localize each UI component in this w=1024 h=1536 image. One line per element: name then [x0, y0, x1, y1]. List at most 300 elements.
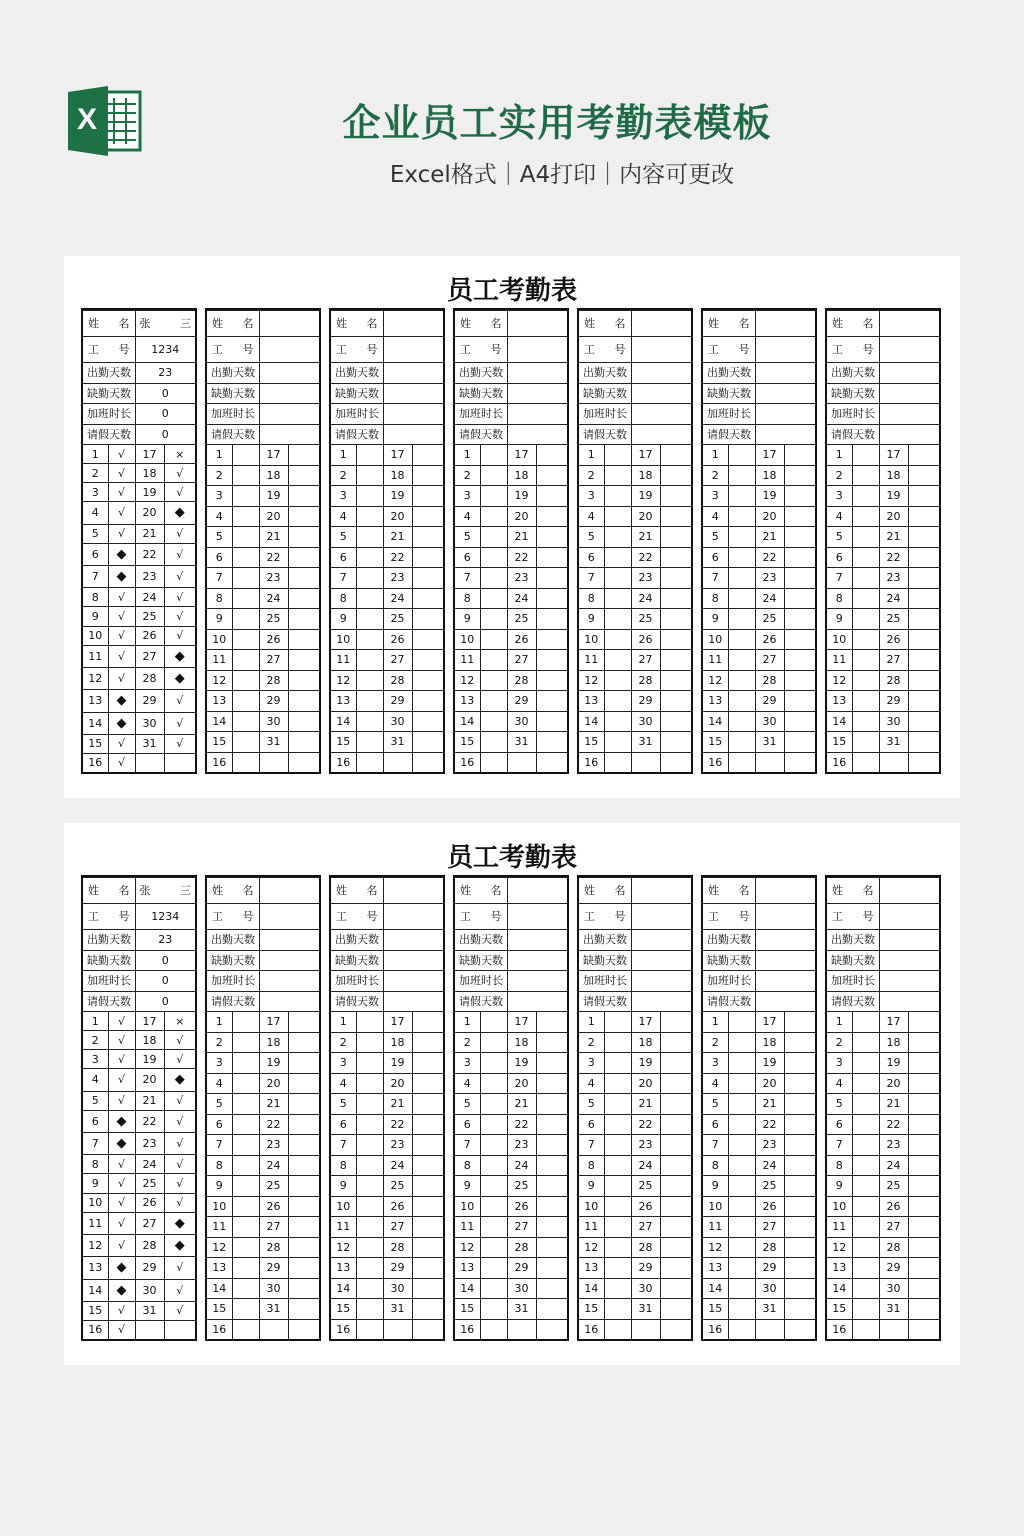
- attendance-mark[interactable]: [852, 752, 879, 772]
- attendance-mark[interactable]: [288, 1319, 319, 1339]
- attendance-mark[interactable]: [356, 1319, 383, 1339]
- attendance-mark[interactable]: ◆: [164, 1234, 195, 1256]
- attendance-mark[interactable]: [784, 445, 815, 466]
- attendance-mark[interactable]: [604, 588, 631, 609]
- attendance-mark[interactable]: [660, 629, 691, 650]
- field-value[interactable]: [879, 904, 939, 930]
- field-value[interactable]: 张 三: [135, 311, 195, 337]
- attendance-mark[interactable]: [232, 465, 259, 486]
- attendance-mark[interactable]: [784, 609, 815, 630]
- attendance-mark[interactable]: [784, 465, 815, 486]
- attendance-mark[interactable]: [852, 711, 879, 732]
- attendance-mark[interactable]: [660, 465, 691, 486]
- attendance-mark[interactable]: [660, 1155, 691, 1176]
- attendance-mark[interactable]: [412, 588, 443, 609]
- attendance-mark[interactable]: [480, 1135, 507, 1156]
- attendance-mark[interactable]: [480, 670, 507, 691]
- attendance-mark[interactable]: [232, 1217, 259, 1238]
- attendance-mark[interactable]: [412, 691, 443, 712]
- attendance-mark[interactable]: [356, 1196, 383, 1217]
- attendance-mark[interactable]: [412, 1299, 443, 1320]
- field-value[interactable]: [755, 424, 815, 445]
- attendance-mark[interactable]: [288, 609, 319, 630]
- attendance-mark[interactable]: [660, 1217, 691, 1238]
- attendance-mark[interactable]: [412, 1053, 443, 1074]
- attendance-mark[interactable]: √: [108, 667, 135, 689]
- attendance-mark[interactable]: [412, 568, 443, 589]
- attendance-mark[interactable]: [852, 1094, 879, 1115]
- field-value[interactable]: [259, 337, 319, 363]
- attendance-mark[interactable]: [480, 1299, 507, 1320]
- attendance-mark[interactable]: [908, 1114, 939, 1135]
- attendance-mark[interactable]: [784, 691, 815, 712]
- field-value[interactable]: [507, 971, 567, 992]
- attendance-mark[interactable]: [480, 1176, 507, 1197]
- attendance-mark[interactable]: [908, 1278, 939, 1299]
- attendance-mark[interactable]: [604, 1258, 631, 1279]
- attendance-mark[interactable]: [852, 547, 879, 568]
- attendance-mark[interactable]: [852, 1278, 879, 1299]
- attendance-mark[interactable]: [412, 752, 443, 772]
- attendance-mark[interactable]: [412, 732, 443, 753]
- attendance-mark[interactable]: [908, 1073, 939, 1094]
- attendance-mark[interactable]: [480, 506, 507, 527]
- attendance-mark[interactable]: [536, 609, 567, 630]
- field-value[interactable]: 1234: [135, 904, 195, 930]
- attendance-mark[interactable]: [660, 1278, 691, 1299]
- attendance-mark[interactable]: [480, 1237, 507, 1258]
- attendance-mark[interactable]: [908, 568, 939, 589]
- attendance-mark[interactable]: [604, 547, 631, 568]
- attendance-mark[interactable]: [288, 445, 319, 466]
- attendance-mark[interactable]: √: [164, 734, 195, 753]
- attendance-mark[interactable]: [604, 609, 631, 630]
- attendance-mark[interactable]: [232, 1258, 259, 1279]
- attendance-mark[interactable]: [536, 1012, 567, 1033]
- attendance-mark[interactable]: [232, 1114, 259, 1135]
- attendance-mark[interactable]: [784, 1114, 815, 1135]
- attendance-mark[interactable]: √: [164, 1110, 195, 1132]
- attendance-mark[interactable]: [356, 1032, 383, 1053]
- attendance-mark[interactable]: [728, 609, 755, 630]
- field-value[interactable]: [383, 404, 443, 425]
- attendance-mark[interactable]: [908, 1012, 939, 1033]
- attendance-mark[interactable]: [660, 1053, 691, 1074]
- attendance-mark[interactable]: [232, 1094, 259, 1115]
- field-value[interactable]: [631, 404, 691, 425]
- attendance-mark[interactable]: [728, 752, 755, 772]
- attendance-mark[interactable]: √: [164, 712, 195, 734]
- attendance-mark[interactable]: [604, 445, 631, 466]
- attendance-mark[interactable]: [356, 1155, 383, 1176]
- attendance-mark[interactable]: [288, 1094, 319, 1115]
- attendance-mark[interactable]: √: [108, 445, 135, 464]
- attendance-mark[interactable]: [536, 752, 567, 772]
- attendance-mark[interactable]: √: [164, 1257, 195, 1279]
- attendance-mark[interactable]: [604, 506, 631, 527]
- attendance-mark[interactable]: [288, 732, 319, 753]
- attendance-mark[interactable]: [412, 1319, 443, 1339]
- field-value[interactable]: [259, 950, 319, 971]
- attendance-mark[interactable]: [728, 629, 755, 650]
- attendance-mark[interactable]: [232, 445, 259, 466]
- attendance-mark[interactable]: [784, 752, 815, 772]
- attendance-mark[interactable]: [908, 1299, 939, 1320]
- attendance-mark[interactable]: [356, 445, 383, 466]
- attendance-mark[interactable]: [660, 670, 691, 691]
- attendance-mark[interactable]: [784, 1094, 815, 1115]
- attendance-mark[interactable]: [480, 465, 507, 486]
- attendance-mark[interactable]: [288, 711, 319, 732]
- attendance-mark[interactable]: [536, 1114, 567, 1135]
- field-value[interactable]: [755, 930, 815, 951]
- attendance-mark[interactable]: [480, 711, 507, 732]
- attendance-mark[interactable]: [660, 445, 691, 466]
- attendance-mark[interactable]: √: [108, 607, 135, 626]
- attendance-mark[interactable]: [660, 609, 691, 630]
- attendance-mark[interactable]: [288, 588, 319, 609]
- attendance-mark[interactable]: [908, 506, 939, 527]
- attendance-mark[interactable]: [412, 1073, 443, 1094]
- attendance-mark[interactable]: [728, 1012, 755, 1033]
- attendance-mark[interactable]: [604, 1217, 631, 1238]
- attendance-mark[interactable]: [784, 629, 815, 650]
- field-value[interactable]: [631, 337, 691, 363]
- attendance-mark[interactable]: [288, 629, 319, 650]
- attendance-mark[interactable]: [412, 547, 443, 568]
- attendance-mark[interactable]: [728, 670, 755, 691]
- attendance-mark[interactable]: [908, 445, 939, 466]
- attendance-mark[interactable]: [412, 1176, 443, 1197]
- field-value[interactable]: [383, 904, 443, 930]
- attendance-mark[interactable]: [852, 1319, 879, 1339]
- attendance-mark[interactable]: √: [164, 1031, 195, 1050]
- attendance-mark[interactable]: [852, 1176, 879, 1197]
- attendance-mark[interactable]: [784, 732, 815, 753]
- attendance-mark[interactable]: [908, 1217, 939, 1238]
- attendance-mark[interactable]: [356, 465, 383, 486]
- attendance-mark[interactable]: [232, 1299, 259, 1320]
- attendance-mark[interactable]: [660, 588, 691, 609]
- field-value[interactable]: [631, 904, 691, 930]
- attendance-mark[interactable]: [852, 465, 879, 486]
- field-value[interactable]: [507, 950, 567, 971]
- attendance-mark[interactable]: [288, 670, 319, 691]
- attendance-mark[interactable]: [232, 1176, 259, 1197]
- field-value[interactable]: [879, 991, 939, 1012]
- attendance-mark[interactable]: [784, 1135, 815, 1156]
- attendance-mark[interactable]: [412, 1237, 443, 1258]
- attendance-mark[interactable]: [660, 486, 691, 507]
- field-value[interactable]: [507, 311, 567, 337]
- field-value[interactable]: [879, 971, 939, 992]
- attendance-mark[interactable]: [728, 445, 755, 466]
- field-value[interactable]: [259, 383, 319, 404]
- attendance-mark[interactable]: [288, 465, 319, 486]
- attendance-mark[interactable]: [232, 588, 259, 609]
- attendance-mark[interactable]: [728, 547, 755, 568]
- attendance-mark[interactable]: [536, 588, 567, 609]
- field-value[interactable]: [879, 311, 939, 337]
- field-value[interactable]: [259, 363, 319, 384]
- attendance-mark[interactable]: [536, 547, 567, 568]
- attendance-mark[interactable]: √: [164, 1174, 195, 1193]
- field-value[interactable]: [507, 904, 567, 930]
- attendance-mark[interactable]: [480, 1155, 507, 1176]
- attendance-mark[interactable]: [604, 1196, 631, 1217]
- attendance-mark[interactable]: [852, 1135, 879, 1156]
- attendance-mark[interactable]: √: [164, 464, 195, 483]
- attendance-mark[interactable]: [412, 1155, 443, 1176]
- attendance-mark[interactable]: √: [164, 607, 195, 626]
- attendance-mark[interactable]: [604, 1094, 631, 1115]
- attendance-mark[interactable]: [852, 1053, 879, 1074]
- attendance-mark[interactable]: [908, 1176, 939, 1197]
- attendance-mark[interactable]: [288, 1176, 319, 1197]
- attendance-mark[interactable]: [660, 1319, 691, 1339]
- field-value[interactable]: [507, 383, 567, 404]
- attendance-mark[interactable]: √: [164, 1279, 195, 1301]
- attendance-mark[interactable]: [480, 1114, 507, 1135]
- attendance-mark[interactable]: [852, 691, 879, 712]
- attendance-mark[interactable]: [536, 527, 567, 548]
- attendance-mark[interactable]: [728, 650, 755, 671]
- attendance-mark[interactable]: √: [108, 502, 135, 524]
- attendance-mark[interactable]: [908, 711, 939, 732]
- attendance-mark[interactable]: [604, 1319, 631, 1339]
- attendance-mark[interactable]: [536, 445, 567, 466]
- attendance-mark[interactable]: [728, 1094, 755, 1115]
- attendance-mark[interactable]: [852, 1196, 879, 1217]
- attendance-mark[interactable]: [356, 486, 383, 507]
- attendance-mark[interactable]: [908, 1237, 939, 1258]
- attendance-mark[interactable]: [660, 527, 691, 548]
- attendance-mark[interactable]: [852, 568, 879, 589]
- attendance-mark[interactable]: [232, 629, 259, 650]
- attendance-mark[interactable]: [232, 732, 259, 753]
- attendance-mark[interactable]: √: [108, 1320, 135, 1339]
- attendance-mark[interactable]: [288, 527, 319, 548]
- field-value[interactable]: [879, 363, 939, 384]
- attendance-mark[interactable]: [356, 1135, 383, 1156]
- attendance-mark[interactable]: [908, 650, 939, 671]
- attendance-mark[interactable]: [288, 1155, 319, 1176]
- attendance-mark[interactable]: [604, 1155, 631, 1176]
- attendance-mark[interactable]: [908, 588, 939, 609]
- attendance-mark[interactable]: [852, 1299, 879, 1320]
- attendance-mark[interactable]: [604, 629, 631, 650]
- attendance-mark[interactable]: [784, 670, 815, 691]
- attendance-mark[interactable]: [356, 1053, 383, 1074]
- field-value[interactable]: [383, 971, 443, 992]
- attendance-mark[interactable]: [356, 1073, 383, 1094]
- attendance-mark[interactable]: [480, 1258, 507, 1279]
- attendance-mark[interactable]: [604, 465, 631, 486]
- attendance-mark[interactable]: ◆: [108, 566, 135, 588]
- attendance-mark[interactable]: [852, 609, 879, 630]
- attendance-mark[interactable]: √: [108, 464, 135, 483]
- attendance-mark[interactable]: [232, 1073, 259, 1094]
- attendance-mark[interactable]: [480, 568, 507, 589]
- attendance-mark[interactable]: [356, 1114, 383, 1135]
- attendance-mark[interactable]: [288, 1278, 319, 1299]
- attendance-mark[interactable]: [908, 1094, 939, 1115]
- field-value[interactable]: [383, 878, 443, 904]
- attendance-mark[interactable]: [852, 1032, 879, 1053]
- field-value[interactable]: [879, 950, 939, 971]
- attendance-mark[interactable]: [536, 1073, 567, 1094]
- attendance-mark[interactable]: [852, 527, 879, 548]
- attendance-mark[interactable]: [660, 752, 691, 772]
- attendance-mark[interactable]: [480, 1032, 507, 1053]
- field-value[interactable]: [383, 991, 443, 1012]
- attendance-mark[interactable]: [412, 1135, 443, 1156]
- attendance-mark[interactable]: √: [108, 645, 135, 667]
- attendance-mark[interactable]: [480, 445, 507, 466]
- attendance-mark[interactable]: [784, 527, 815, 548]
- attendance-mark[interactable]: [908, 465, 939, 486]
- attendance-mark[interactable]: [852, 650, 879, 671]
- attendance-mark[interactable]: [232, 486, 259, 507]
- attendance-mark[interactable]: [356, 1217, 383, 1238]
- attendance-mark[interactable]: [604, 1032, 631, 1053]
- field-value[interactable]: [631, 363, 691, 384]
- attendance-mark[interactable]: [660, 506, 691, 527]
- attendance-mark[interactable]: [232, 650, 259, 671]
- field-value[interactable]: [259, 930, 319, 951]
- attendance-mark[interactable]: [852, 670, 879, 691]
- attendance-mark[interactable]: [412, 1114, 443, 1135]
- attendance-mark[interactable]: [232, 547, 259, 568]
- attendance-mark[interactable]: [356, 691, 383, 712]
- attendance-mark[interactable]: √: [164, 566, 195, 588]
- attendance-mark[interactable]: [784, 1073, 815, 1094]
- attendance-mark[interactable]: [660, 1032, 691, 1053]
- attendance-mark[interactable]: √: [108, 753, 135, 772]
- attendance-mark[interactable]: [852, 486, 879, 507]
- attendance-mark[interactable]: [660, 691, 691, 712]
- field-value[interactable]: [383, 337, 443, 363]
- field-value[interactable]: [259, 424, 319, 445]
- attendance-mark[interactable]: ◆: [164, 645, 195, 667]
- attendance-mark[interactable]: [784, 1155, 815, 1176]
- attendance-mark[interactable]: [412, 1032, 443, 1053]
- attendance-mark[interactable]: √: [108, 483, 135, 502]
- attendance-mark[interactable]: [288, 568, 319, 589]
- attendance-mark[interactable]: [356, 568, 383, 589]
- field-value[interactable]: [631, 311, 691, 337]
- attendance-mark[interactable]: [852, 506, 879, 527]
- attendance-mark[interactable]: [660, 1299, 691, 1320]
- attendance-mark[interactable]: [728, 732, 755, 753]
- attendance-mark[interactable]: [480, 486, 507, 507]
- attendance-mark[interactable]: [412, 445, 443, 466]
- attendance-mark[interactable]: √: [164, 524, 195, 543]
- attendance-mark[interactable]: [356, 1094, 383, 1115]
- attendance-mark[interactable]: [660, 1135, 691, 1156]
- attendance-mark[interactable]: [728, 1217, 755, 1238]
- attendance-mark[interactable]: √: [108, 1212, 135, 1234]
- attendance-mark[interactable]: [288, 1012, 319, 1033]
- field-value[interactable]: [507, 363, 567, 384]
- field-value[interactable]: [631, 930, 691, 951]
- attendance-mark[interactable]: [412, 629, 443, 650]
- attendance-mark[interactable]: [232, 506, 259, 527]
- field-value[interactable]: 23: [135, 363, 195, 384]
- attendance-mark[interactable]: [728, 1237, 755, 1258]
- attendance-mark[interactable]: [784, 711, 815, 732]
- attendance-mark[interactable]: [288, 1217, 319, 1238]
- field-value[interactable]: [259, 991, 319, 1012]
- field-value[interactable]: [879, 878, 939, 904]
- attendance-mark[interactable]: [852, 588, 879, 609]
- attendance-mark[interactable]: [908, 1155, 939, 1176]
- attendance-mark[interactable]: √: [108, 588, 135, 607]
- attendance-mark[interactable]: [536, 1299, 567, 1320]
- attendance-mark[interactable]: [728, 506, 755, 527]
- attendance-mark[interactable]: [412, 1012, 443, 1033]
- attendance-mark[interactable]: [784, 1032, 815, 1053]
- attendance-mark[interactable]: [536, 1032, 567, 1053]
- field-value[interactable]: 张 三: [135, 878, 195, 904]
- attendance-mark[interactable]: [660, 1012, 691, 1033]
- attendance-mark[interactable]: √: [164, 543, 195, 565]
- attendance-mark[interactable]: [728, 1278, 755, 1299]
- field-value[interactable]: 23: [135, 930, 195, 951]
- attendance-mark[interactable]: [852, 1114, 879, 1135]
- attendance-mark[interactable]: [536, 1053, 567, 1074]
- attendance-mark[interactable]: [288, 1032, 319, 1053]
- attendance-mark[interactable]: [660, 547, 691, 568]
- attendance-mark[interactable]: [728, 1114, 755, 1135]
- attendance-mark[interactable]: [232, 1155, 259, 1176]
- field-value[interactable]: 0: [135, 424, 195, 445]
- attendance-mark[interactable]: [604, 752, 631, 772]
- attendance-mark[interactable]: [784, 1319, 815, 1339]
- attendance-mark[interactable]: [412, 711, 443, 732]
- attendance-mark[interactable]: [480, 1073, 507, 1094]
- attendance-mark[interactable]: [356, 732, 383, 753]
- field-value[interactable]: [755, 878, 815, 904]
- attendance-mark[interactable]: [784, 1237, 815, 1258]
- attendance-mark[interactable]: [480, 1196, 507, 1217]
- attendance-mark[interactable]: [232, 1032, 259, 1053]
- attendance-mark[interactable]: [784, 568, 815, 589]
- field-value[interactable]: [507, 404, 567, 425]
- attendance-mark[interactable]: [728, 568, 755, 589]
- field-value[interactable]: [631, 971, 691, 992]
- attendance-mark[interactable]: [288, 650, 319, 671]
- attendance-mark[interactable]: [536, 486, 567, 507]
- attendance-mark[interactable]: [908, 486, 939, 507]
- attendance-mark[interactable]: √: [164, 690, 195, 712]
- attendance-mark[interactable]: [604, 1176, 631, 1197]
- attendance-mark[interactable]: [604, 1114, 631, 1135]
- field-value[interactable]: [507, 424, 567, 445]
- attendance-mark[interactable]: [536, 1176, 567, 1197]
- field-value[interactable]: 0: [135, 404, 195, 425]
- attendance-mark[interactable]: ◆: [164, 1069, 195, 1091]
- attendance-mark[interactable]: √: [164, 483, 195, 502]
- attendance-mark[interactable]: [536, 1278, 567, 1299]
- attendance-mark[interactable]: [356, 1299, 383, 1320]
- attendance-mark[interactable]: [604, 568, 631, 589]
- attendance-mark[interactable]: [660, 1196, 691, 1217]
- field-value[interactable]: [507, 930, 567, 951]
- attendance-mark[interactable]: [728, 1319, 755, 1339]
- attendance-mark[interactable]: [412, 1258, 443, 1279]
- attendance-mark[interactable]: [480, 1094, 507, 1115]
